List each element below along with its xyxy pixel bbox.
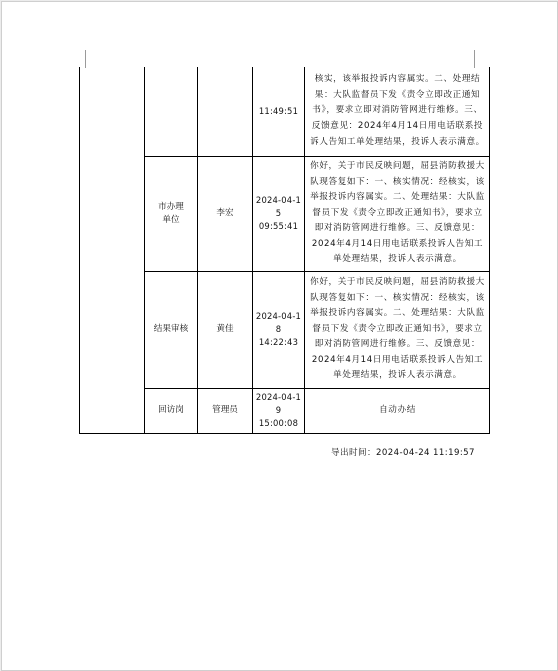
export-time-label: 导出时间：	[331, 448, 376, 458]
unit-label: 市办理单位	[158, 201, 184, 225]
export-time	[331, 446, 475, 458]
content-cell: 核实，该举报投诉内容属实。二、处理结果：大队监督员下发《责令立即改正通知书》，要求立即对消防管网进行维修。三、反馈意见：2024年4月14日用电话联系投诉人告知工单处理结果，投诉人表示满意。	[305, 67, 490, 156]
time-clock: 15:00:08	[258, 418, 299, 428]
time-cell	[253, 67, 305, 156]
merged-left-cell	[80, 67, 145, 433]
person-cell: 黄佳	[198, 271, 253, 388]
unit-cell	[145, 67, 198, 156]
unit-cell	[145, 156, 198, 271]
content-cell: 你好，关于市民反映问题，屈县消防救援大队现答复如下：一、核实情况：经核实，该举报投诉内容属实。二、处理结果：大队监督员下发《责令立即改正通知书》，要求立即对消防管网进行维修。三、反馈意见：2024年4月14日用电话联系投诉人告知工单处理结果，投诉人表示满意。	[305, 271, 490, 388]
time-cell	[253, 271, 305, 388]
time-cell	[253, 388, 305, 433]
content-cell: 你好，关于市民反映问题，屈县消防救援大队现答复如下：一、核实情况：经核实，该举报投诉内容属实。二、处理结果：大队监督员下发《责令立即改正通知书》，要求立即对消防管网进行维修。三、反馈意见：2024年4月14日用电话联系投诉人告知工单处理结果，投诉人表示满意。	[305, 156, 490, 271]
time-date: 2024-04-15	[255, 195, 302, 218]
content-cell: 自动办结	[305, 388, 490, 433]
processing-log-table	[79, 67, 490, 434]
time-clock: 14:22:43	[258, 337, 299, 347]
time-cell	[253, 156, 305, 271]
time-date: 2024-04-18	[255, 311, 302, 334]
person-cell	[198, 67, 253, 156]
time-clock: 11:49:51	[258, 106, 299, 117]
unit-cell: 回访岗	[145, 388, 198, 433]
crop-mark-left	[85, 50, 86, 68]
crop-mark-right	[474, 50, 475, 68]
export-time-value: 2024-04-24 11:19:57	[375, 448, 475, 458]
time-clock: 09:55:41	[258, 221, 299, 231]
person-cell: 李宏	[198, 156, 253, 271]
person-cell: 管理员	[198, 388, 253, 433]
table-row	[80, 67, 490, 156]
unit-cell: 结果审核	[145, 271, 198, 388]
time-date: 2024-04-19	[255, 392, 302, 415]
